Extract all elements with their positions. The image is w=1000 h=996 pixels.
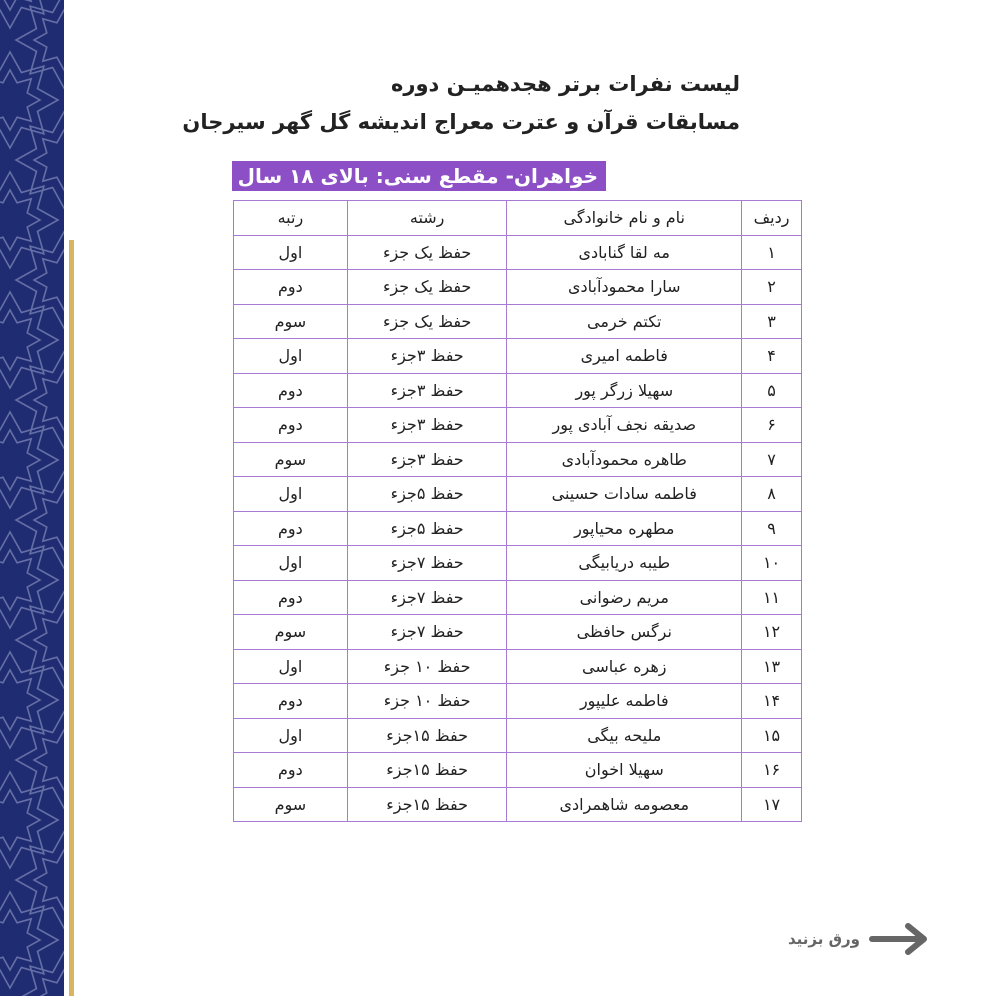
cell-field: حفظ ۱۵جزء	[347, 718, 507, 753]
table-row	[234, 649, 802, 684]
header-name: نام و نام خانوادگی	[507, 201, 742, 236]
table-row	[234, 304, 802, 339]
geometric-pattern	[0, 0, 64, 996]
cell-rank: اول	[234, 649, 348, 684]
cell-rank: اول	[234, 235, 348, 270]
cell-row-number: ۵	[742, 373, 802, 408]
page-title-line-1: لیست نفرات برتر هجدهمیـن دوره	[391, 72, 740, 96]
cell-name: طیبه دریابیگی	[507, 546, 742, 581]
cell-field: حفظ ۱۵جزء	[347, 787, 507, 822]
table-row	[234, 684, 802, 719]
table-row	[234, 408, 802, 443]
cell-row-number: ۱۴	[742, 684, 802, 719]
cell-name: سهیلا اخوان	[507, 753, 742, 788]
cell-row-number: ۷	[742, 442, 802, 477]
table-row	[234, 787, 802, 822]
cell-rank: دوم	[234, 580, 348, 615]
cell-name: مطهره محیاپور	[507, 511, 742, 546]
side-decorative-panel	[0, 0, 64, 996]
table-row	[234, 339, 802, 374]
cell-name: معصومه شاهمرادی	[507, 787, 742, 822]
arrow-right-icon	[868, 922, 930, 956]
cell-field: حفظ ۳جزء	[347, 373, 507, 408]
table-row	[234, 442, 802, 477]
table-row	[234, 546, 802, 581]
header-field: رشته	[347, 201, 507, 236]
cell-field: حفظ ۵جزء	[347, 511, 507, 546]
gold-accent-line	[69, 240, 74, 996]
header-rank: رتبه	[234, 201, 348, 236]
cell-rank: دوم	[234, 373, 348, 408]
cell-name: نرگس حافظی	[507, 615, 742, 650]
cell-field: حفظ ۱۰ جزء	[347, 649, 507, 684]
table-row	[234, 373, 802, 408]
cell-rank: اول	[234, 718, 348, 753]
cell-field: حفظ ۳جزء	[347, 442, 507, 477]
cell-rank: سوم	[234, 304, 348, 339]
table-row	[234, 580, 802, 615]
cell-rank: سوم	[234, 615, 348, 650]
cell-row-number: ۲	[742, 270, 802, 305]
cell-rank: اول	[234, 477, 348, 512]
cell-rank: سوم	[234, 787, 348, 822]
cell-rank: دوم	[234, 511, 348, 546]
cell-row-number: ۶	[742, 408, 802, 443]
cell-row-number: ۹	[742, 511, 802, 546]
cell-name: مریم رضوانی	[507, 580, 742, 615]
cell-rank: دوم	[234, 684, 348, 719]
cell-row-number: ۱۱	[742, 580, 802, 615]
cell-field: حفظ یک جزء	[347, 304, 507, 339]
cell-row-number: ۱۲	[742, 615, 802, 650]
cell-row-number: ۸	[742, 477, 802, 512]
cell-field: حفظ ۷جزء	[347, 580, 507, 615]
cell-name: طاهره محمودآبادی	[507, 442, 742, 477]
cell-name: سهیلا زرگر پور	[507, 373, 742, 408]
cell-name: سارا محمودآبادی	[507, 270, 742, 305]
cell-name: زهره عباسی	[507, 649, 742, 684]
cell-row-number: ۱۶	[742, 753, 802, 788]
cell-name: تکتم خرمی	[507, 304, 742, 339]
table-row	[234, 477, 802, 512]
section-label: خواهران- مقطع سنی: بالای ۱۸ سال	[232, 161, 606, 191]
cell-name: فاطمه سادات حسینی	[507, 477, 742, 512]
cell-row-number: ۱۷	[742, 787, 802, 822]
cell-field: حفظ ۷جزء	[347, 615, 507, 650]
cell-field: حفظ ۳جزء	[347, 339, 507, 374]
cell-field: حفظ ۳جزء	[347, 408, 507, 443]
table-header-row	[234, 201, 802, 236]
cell-rank: اول	[234, 339, 348, 374]
cell-name: مه لقا گنابادی	[507, 235, 742, 270]
cell-field: حفظ ۱۵جزء	[347, 753, 507, 788]
table-row	[234, 270, 802, 305]
page-title-line-2: مسابقات قرآن و عترت معراج اندیشه گل گهر سیرجان	[182, 110, 740, 134]
table-row	[234, 235, 802, 270]
cell-row-number: ۱	[742, 235, 802, 270]
cell-row-number: ۱۵	[742, 718, 802, 753]
cell-name: ملیحه بیگی	[507, 718, 742, 753]
swipe-label: ورق بزنید	[788, 930, 860, 948]
cell-rank: دوم	[234, 408, 348, 443]
cell-rank: دوم	[234, 270, 348, 305]
cell-row-number: ۴	[742, 339, 802, 374]
results-table	[233, 200, 802, 822]
cell-row-number: ۱۰	[742, 546, 802, 581]
cell-field: حفظ ۱۰ جزء	[347, 684, 507, 719]
table-row	[234, 718, 802, 753]
cell-field: حفظ یک جزء	[347, 270, 507, 305]
cell-row-number: ۳	[742, 304, 802, 339]
cell-name: فاطمه علیپور	[507, 684, 742, 719]
cell-field: حفظ یک جزء	[347, 235, 507, 270]
cell-rank: دوم	[234, 753, 348, 788]
table-row	[234, 615, 802, 650]
header-row-number: ردیف	[742, 201, 802, 236]
cell-row-number: ۱۳	[742, 649, 802, 684]
cell-field: حفظ ۵جزء	[347, 477, 507, 512]
table-row	[234, 511, 802, 546]
cell-field: حفظ ۷جزء	[347, 546, 507, 581]
cell-rank: سوم	[234, 442, 348, 477]
cell-rank: اول	[234, 546, 348, 581]
table-row	[234, 753, 802, 788]
cell-name: صدیقه نجف آبادی پور	[507, 408, 742, 443]
swipe-hint[interactable]	[788, 922, 930, 956]
cell-name: فاطمه امیری	[507, 339, 742, 374]
